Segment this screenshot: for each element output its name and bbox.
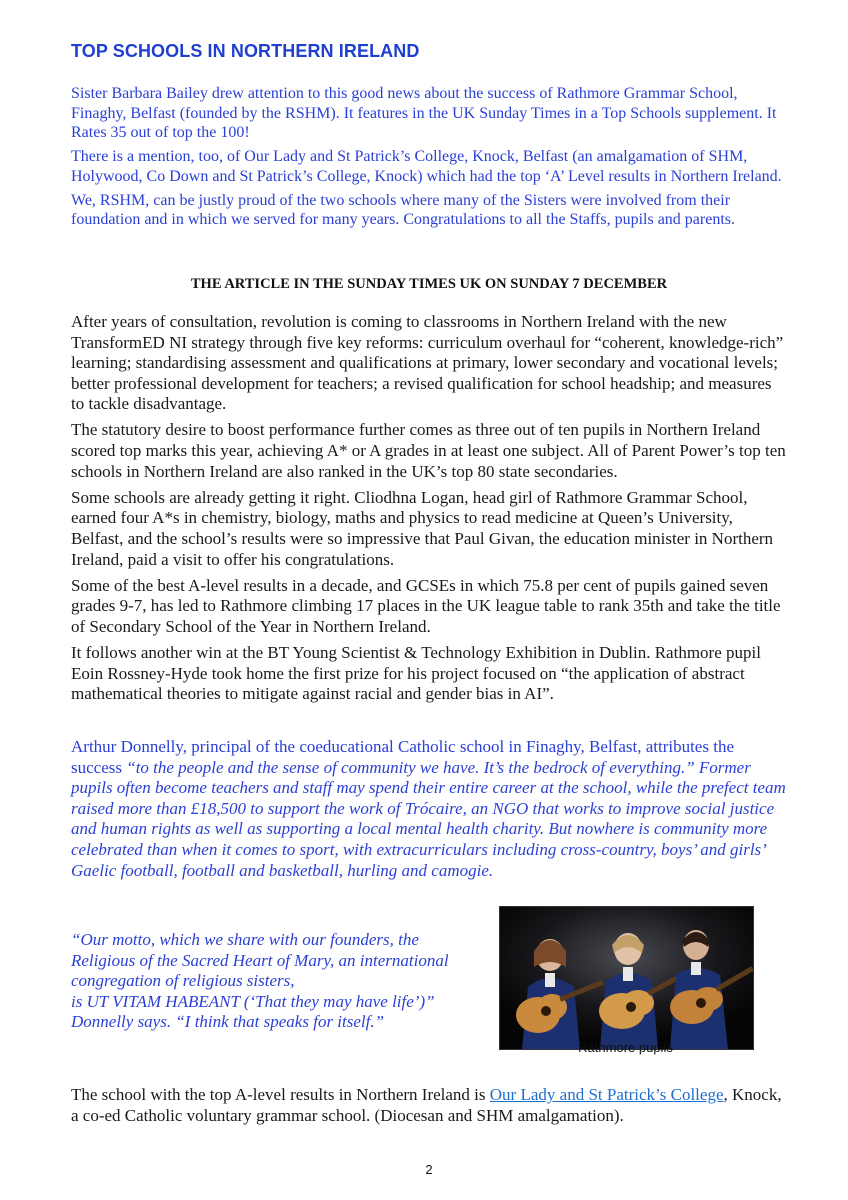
closing-after: , Knock, a co-ed Catholic voluntary grammar school. (Diocesan and SHM amalgamation).: [71, 1085, 782, 1125]
motto-line: Religious of the Sacred Heart of Mary, an international: [71, 950, 449, 970]
article-body: [71, 312, 787, 710]
rathmore-pupils-photo: [499, 906, 754, 1050]
quote-lead: Arthur Donnelly, principal of the coeducational Catholic school in Finaghy, Belfast, attributes the success: [71, 737, 734, 777]
article-paragraph: It follows another win at the BT Young Scientist & Technology Exhibition in Dublin. Rathmore pupil Eoin Rossney-Hyde took home the first prize for his project focused on “the application of abstract mathematical theories to mitigate against racial and gender bias in AI”.: [71, 642, 761, 704]
article-paragraph: Some schools are already getting it right. Cliodhna Logan, head girl of Rathmore Grammar School, earned four A*s in chemistry, biology, maths and physics to read medicine at Queen’s University, Belfast, and the school’s results were so impressive that Paul Givan, the education minister in Northern Ireland, paid a visit to offer his congratulations.: [71, 487, 774, 569]
closing-before: The school with the top A-level results in Northern Ireland is: [71, 1085, 490, 1104]
article-paragraph: The statutory desire to boost performance further comes as three out of ten pupils in Northern Ireland scored top marks this year, achieving A* or A grades in at least one subject. All of Parent Power’s top ten schools in Northern Ireland are also ranked in the UK’s top 80 state secondaries.: [71, 420, 786, 481]
intro-paragraph: We, RSHM, can be justly proud of the two schools where many of the Sisters were involved from their foundation and in which we served for many years. Congratulations to all the Staffs, pupils and parents.: [71, 191, 735, 229]
guitar-players-image: [500, 907, 753, 1049]
intro-paragraph: There is a mention, too, of Our Lady and St Patrick’s College, Knock, Belfast (an amalgamation of SHM, Holywood, Co Down and St Patrick’s College, Knock) which had the top ‘A’ Level results in Northern Ireland.: [71, 148, 782, 185]
principal-quote: [71, 737, 787, 881]
motto-line: congregation of religious sisters,: [71, 971, 295, 991]
intro-section: [71, 84, 787, 234]
photo-caption: Rathmore pupils: [578, 1040, 673, 1055]
motto-line: Donnelly says. “I think that speaks for itself.”: [71, 1012, 385, 1032]
article-title: THE ARTICLE IN THE SUNDAY TIMES UK ON SUNDAY 7 DECEMBER: [190, 276, 668, 292]
page-number: 2: [425, 1162, 433, 1177]
closing-text: [71, 1085, 787, 1126]
quote-italic: “to the people and the sense of community we have. It’s the bedrock of everything.” Former pupils often become teachers and staff may spend their entire career at the school, while the prefect team raised more than £18,500 to support the work of Trócaire, an NGO that works to improve social justice and human rights as well as supporting a local mental health charity. But nowhere is community more celebrated than when it comes to sport, with extracurriculars including cross-country, boys’ and girls’ Gaelic football, football and basketball, hurling and camogie.: [71, 757, 786, 880]
college-link[interactable]: Our Lady and St Patrick’s College: [489, 1085, 724, 1104]
article-paragraph: Some of the best A-level results in a decade, and GCSEs in which 75.8 per cent of pupils gained seven grades 9-7, has led to Rathmore climbing 17 places in the UK league table to rank 35th and take the title of Secondary School of the Year in Northern Ireland.: [71, 575, 781, 636]
article-paragraph: After years of consultation, revolution is coming to classrooms in Northern Ireland with the new TransformED NI strategy through five key reforms: curriculum overhaul for “coherent, knowledge-rich” learning; standardising assessment and qualifications at primary, lower secondary and vocational levels; better professional development for teachers; a revised qualification for school headship; and measures to tackle disadvantage.: [71, 312, 784, 414]
intro-paragraph: Sister Barbara Bailey drew attention to this good news about the success of Rathmore Grammar School, Finaghy, Belfast (founded by the RSHM). It features in the UK Sunday Times in a Top Schools supplement. It Rates 35 out of top the 100!: [71, 85, 777, 142]
closing-paragraph: [71, 1085, 787, 1126]
motto-line: is UT VITAM HABEANT (‘That they may have life’)”: [71, 991, 435, 1011]
quote-paragraph: [71, 737, 787, 881]
page-title: TOP SCHOOLS IN NORTHERN IRELAND: [71, 41, 420, 61]
motto-quote: [71, 930, 491, 1033]
motto-line: “Our motto, which we share with our founders, the: [71, 930, 419, 949]
